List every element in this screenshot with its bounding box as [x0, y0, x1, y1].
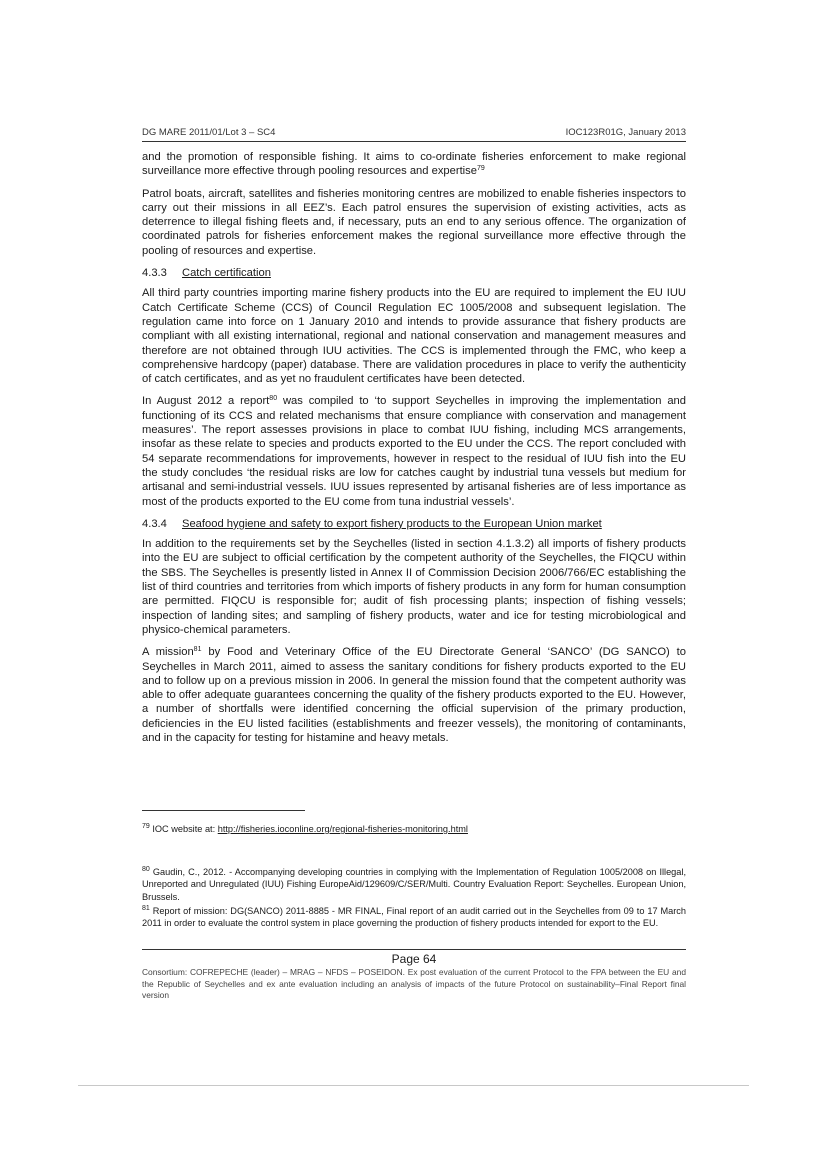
paragraph: All third party countries importing marine fishery products into the EU are required to implement the EU IUU Catch Certificate Scheme (CCS) of Council Regulation EC 1005/2008 and subsequent legislation. The regulation came into force on 1 January 2010 and intends to provide assurance that fishery products are compliant with all existing international, regional and national conservation and management measures and therefore are not obtained through IUU activities. The CCS is implemented through the FMC, who keep a comprehensive hardcopy (paper) database. There are validation procedures in place to verify the authenticity of catch certificates, and as yet no fraudulent certificates have been detected. — [142, 287, 686, 386]
body-content — [142, 150, 686, 753]
header-right: IOC123R01G, January 2013 — [565, 127, 686, 138]
paragraph-text: In August 2012 a report — [142, 395, 270, 408]
footnote-81 — [142, 905, 686, 930]
footnotes-80-81 — [142, 866, 686, 931]
paragraph — [142, 150, 686, 179]
page-divider — [78, 1085, 749, 1086]
footer-consortium: Consortium: COFREPECHE (leader) – MRAG – NFDS – POSEIDON. Ex post evaluation of the current Protocol to the FPA between the EU and the Republic of Seychelles and ex ante evaluation including an analysis of impacts of the future Protocol on sustainability–Final Report final version — [142, 967, 686, 1000]
paragraph-text: A mission — [142, 646, 194, 659]
paragraph-text: and the promotion of responsible fishing. It aims to co-ordinate fisheries enforcement to make regional surveillance more effective through pooling resources and expertise — [142, 151, 686, 178]
paragraph — [142, 394, 686, 508]
section-title: Seafood hygiene and safety to export fishery products to the European Union market — [182, 517, 602, 530]
header-left: DG MARE 2011/01/Lot 3 – SC4 — [142, 127, 276, 138]
footnote-ref[interactable]: 79 — [477, 165, 485, 173]
paragraph-text: was compiled to ‘to support Seychelles in improving the implementation and functioning of its CCS and related mechanisms that ensure compliance with conservation and management measures’. The report assesses provisions in place to combat IUU fishing, including MCS arrangements, insofar as these relate to species and products exported to the EU under the CCS. The report concluded with 54 separate recommendations for improvements, however in respect to the residual of IUU fish into the EU the study concludes ‘the residual risks are low for catches caught by industrial tuna vessels but medium for artisanal and semi-industrial vessels. IUU issues represented by artisanal fisheries are of less importance as most of the products exported to the EU come from tuna industrial vessels’. — [142, 395, 686, 508]
footnote-number: 81 — [142, 904, 150, 912]
section-heading-4-3-3 — [142, 266, 686, 280]
page-header — [142, 127, 686, 142]
footnote-link[interactable]: http://fisheries.ioconline.org/regional-fisheries-monitoring.html — [217, 824, 468, 834]
footnote-number: 79 — [142, 823, 150, 830]
footnote-79 — [142, 823, 686, 837]
paragraph — [142, 645, 686, 745]
footer-separator — [142, 949, 686, 950]
footnote-separator — [142, 810, 305, 811]
section-heading-4-3-4 — [142, 517, 686, 531]
footnote-ref[interactable]: 80 — [269, 395, 278, 403]
footnote-text: Gaudin, C., 2012. - Accompanying developing countries in complying with the Implementation of Regulation 1005/2008 on Illegal, Unreported and Unregulated (IUU) Fishing EuropeAid/129609/C/SER/Multi. Country Evaluation Report: Seychelles. European Union, Brussels. — [142, 867, 686, 902]
footnote-text: IOC website at: — [149, 824, 218, 834]
page-number: Page 64 — [391, 952, 437, 966]
footnote-ref[interactable]: 81 — [193, 646, 202, 654]
section-title: Catch certification — [182, 267, 271, 280]
section-number: 4.3.3 — [142, 267, 167, 280]
paragraph: Patrol boats, aircraft, satellites and fisheries monitoring centres are mobilized to enable fisheries inspectors to carry out their missions in all EEZ’s. Each patrol ensures the supervision of existing activities, acts as deterrence to illegal fishing fleets and, if necessary, puts an end to any serious offence. The organization of coordinated patrols for fisheries enforcement makes the regional surveillance more effective through the pooling of resources and expertise. — [142, 187, 686, 257]
paragraph: In addition to the requirements set by the Seychelles (listed in section 4.1.3.2) all imports of fishery products into the EU are subject to official certification by the competent authority of the Seychelles, the FIQCU within the SBS. The Seychelles is presently listed in Annex II of Commission Decision 2006/766/EC establishing the list of third countries and territories from which imports of fishery products in any form for human consumption are permitted. FIQCU is responsible for; audit of fish processing plants; inspection of fishing vessels; inspection of landing sites; and sampling of fishery products, water and ice for testing microbiological and physico-chemical parameters. — [142, 538, 686, 636]
paragraph-text: by Food and Veterinary Office of the EU Directorate General ‘SANCO’ (DG SANCO) to Seychelles in March 2011, aimed to assess the sanitary conditions for fishery products exported to the EU and to follow up on a previous mission in 2006. In general the mission found that the competent authority was able to offer adequate guarantees concerning the quality of the fishery products exported to the EU. However, a number of shortfalls were identified concerning the official supervision of the primary production, deficiencies in the EU listed facilities (establishments and freezer vessels), the monitoring of contaminants, and in the capacity for testing for histamine and heavy metals. — [142, 646, 687, 744]
footnote-text: Report of mission: DG(SANCO) 2011-8885 - MR FINAL, Final report of an audit carried out in the Seychelles from 09 to 17 March 2011 in order to evaluate the control system in place governing the production of fishery products intended for export to the EU. — [142, 905, 686, 929]
footnote-80 — [142, 866, 686, 903]
section-number: 4.3.4 — [142, 517, 167, 530]
footnote-number: 80 — [142, 866, 150, 873]
